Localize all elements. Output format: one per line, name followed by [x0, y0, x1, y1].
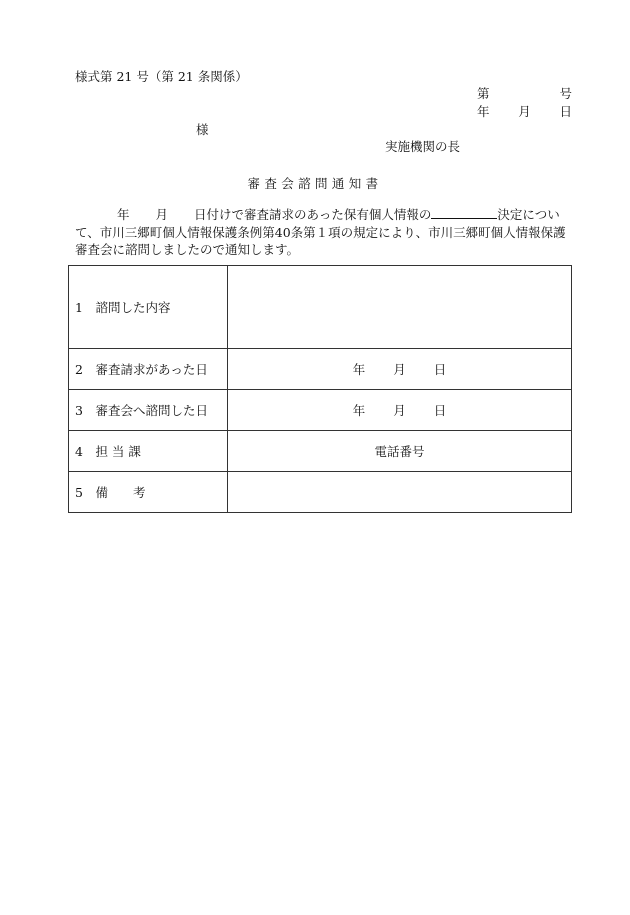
date-year: 年 [352, 403, 366, 418]
table-row [69, 266, 572, 349]
date-month: 月 [393, 403, 406, 418]
body-month: 月 [155, 207, 169, 222]
row-label: 4 担 当 課 [69, 431, 228, 472]
row-value [228, 472, 572, 513]
row-label: 3 審査会へ諮問した日 [69, 390, 228, 431]
addressee-suffix: 様 [196, 122, 209, 137]
body-text-part1: 日付けで審査請求のあった保有個人情報の [194, 207, 432, 222]
table-row [69, 390, 572, 431]
body-text-decision: 決定に [497, 207, 535, 222]
date-year: 年 [352, 362, 366, 377]
document-date-day: 日 [559, 104, 572, 119]
document-number-prefix: 第 [477, 86, 490, 101]
row-label: 2 審査請求があった日 [69, 349, 228, 390]
row-value [228, 349, 572, 390]
form-id: 様式第 21 号（第 21 条関係） [75, 69, 248, 84]
document-date-month: 月 [518, 104, 531, 119]
table-row [69, 431, 572, 472]
decision-blank [431, 206, 497, 219]
body-text [75, 206, 575, 259]
document-date-year: 年 [477, 104, 490, 119]
document-date [477, 102, 572, 120]
sender: 実施機関の長 [385, 139, 461, 154]
row-label: 1 諮問した内容 [69, 266, 228, 349]
body-text-part2: ついて、市川三郷町個人情報保護条例第40条第１項の規定により、市川三郷町個人情報保護審査会に諮問しましたので通知します。 [75, 207, 566, 257]
document-title: 審査会諮問通知書 [247, 176, 383, 191]
body-year: 年 [117, 207, 130, 222]
row-value [228, 390, 572, 431]
info-table [68, 265, 572, 513]
table-row [69, 349, 572, 390]
row-value [228, 266, 572, 349]
date-day: 日 [433, 362, 447, 377]
date-day: 日 [433, 403, 447, 418]
document-number-suffix: 号 [559, 86, 572, 101]
row-value: 電話番号 [228, 431, 572, 472]
date-month: 月 [393, 362, 406, 377]
table-row [69, 472, 572, 513]
row-label: 5 備 考 [69, 472, 228, 513]
document-number [477, 84, 572, 102]
